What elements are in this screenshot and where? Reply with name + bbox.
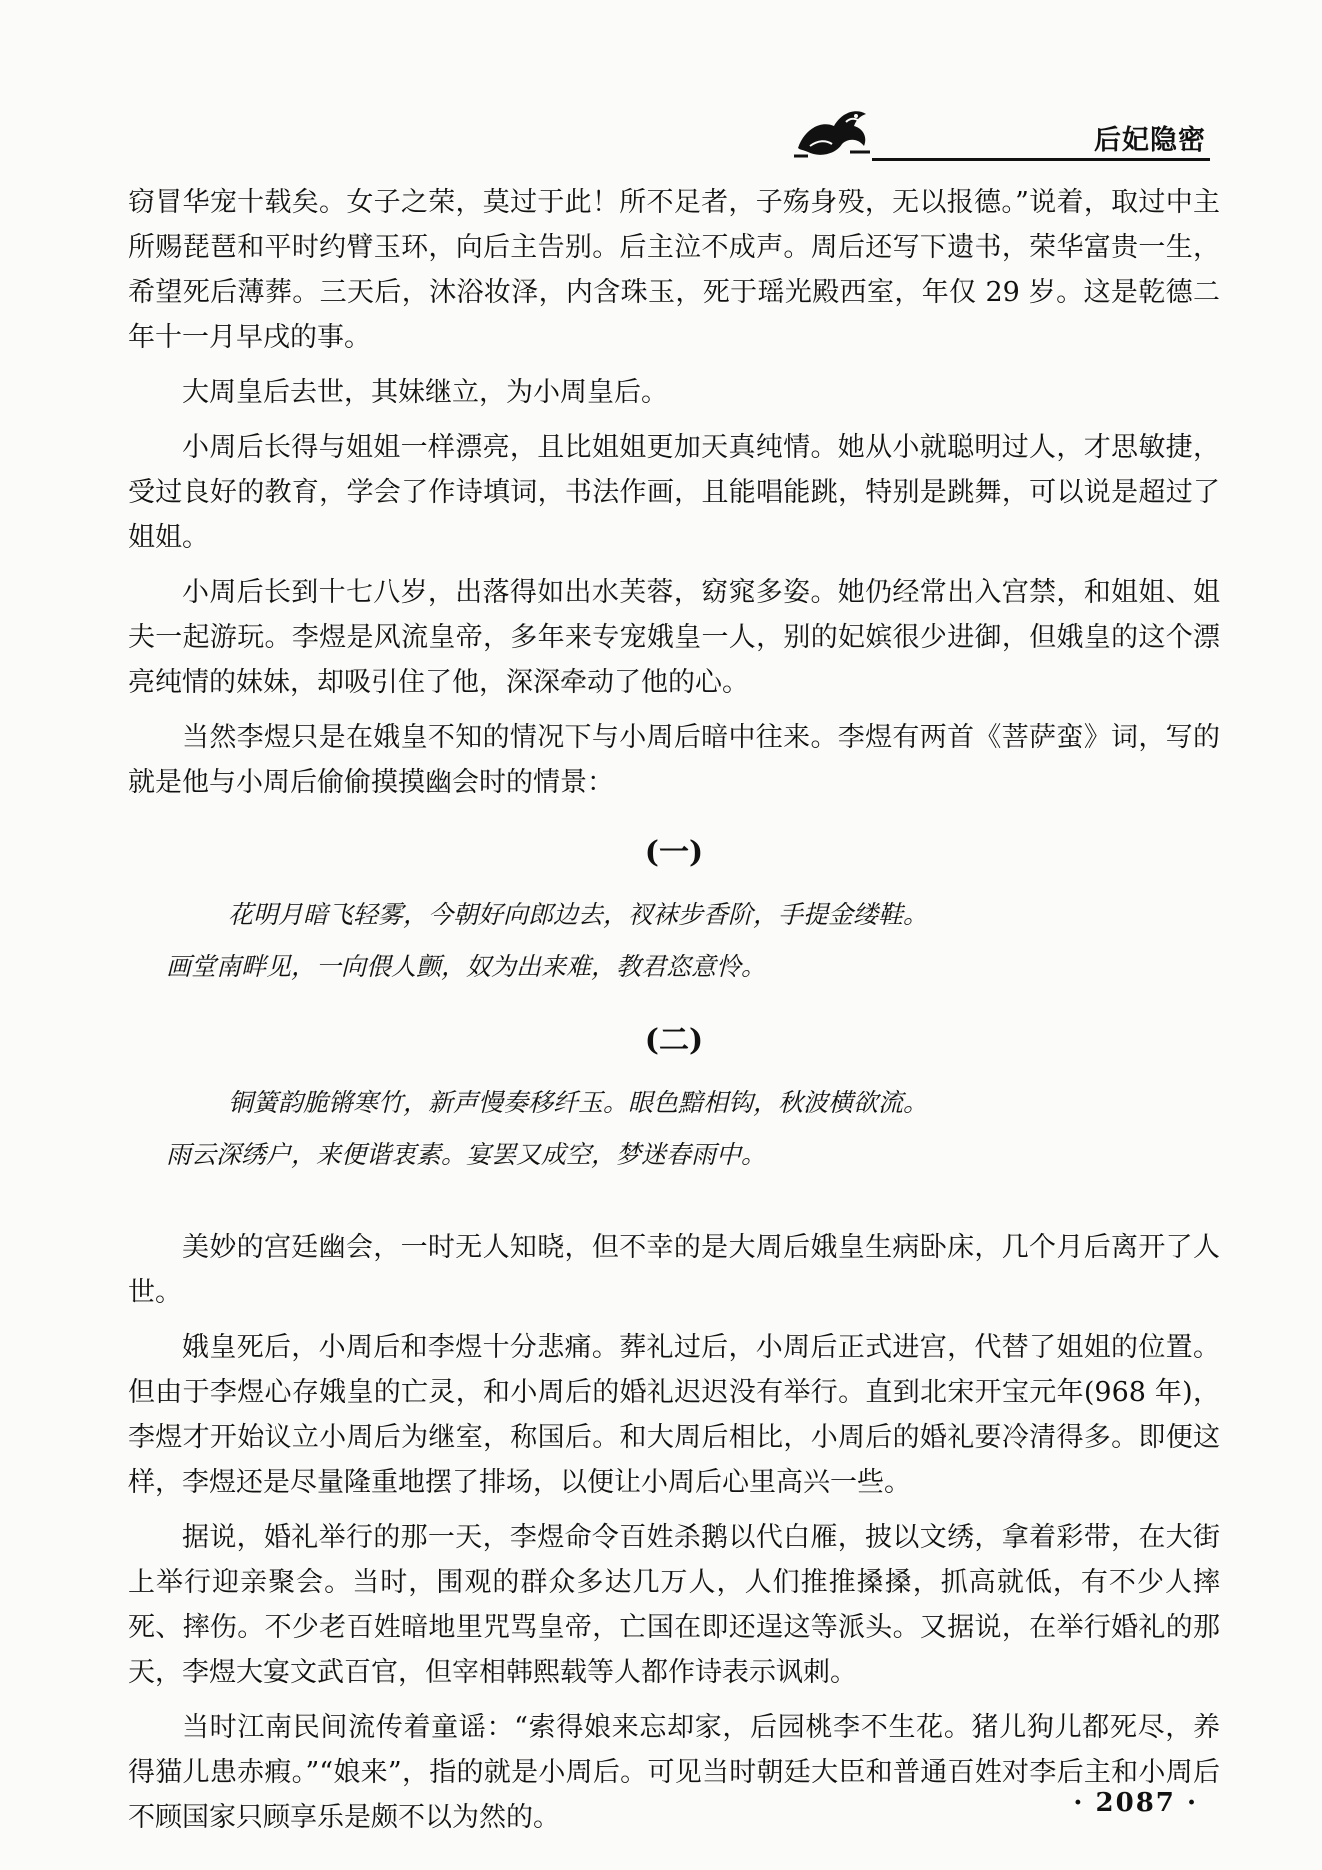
paragraph-2: 大周皇后去世，其妹继立，为小周皇后。 <box>182 377 668 408</box>
paragraph-9: 当时江南民间流传着童谣：“索得娘来忘却家，后园桃李不生花。猪儿狗儿都死尽，养得猫儿患赤瘕。”“娘来”，指的就是小周后。可见当时朝廷大臣和普通百姓对李后主和小周后不顾国家只顾享乐是颇不以为然的。 <box>128 1712 1220 1833</box>
poem-2-line-2: 雨云深绣户，来便谐衷素。宴罢又成空，梦迷春雨中。 <box>166 1140 767 1169</box>
paragraph-4: 小周后长到十七八岁，出落得如出水芙蓉，窈窕多姿。她仍经常出入宫禁，和姐姐、姐夫一起游玩。李煜是风流皇帝，多年来专宠娥皇一人，别的妃嫔很少进御，但娥皇的这个漂亮纯情的妹妹，却吸引住了他，深深牵动了他的心。 <box>128 577 1220 698</box>
poem-1-heading: (一) <box>644 835 704 870</box>
dragon-emblem-icon <box>790 100 874 162</box>
paragraph-3: 小周后长得与姐姐一样漂亮，且比姐姐更加天真纯情。她从小就聪明过人，才思敏捷，受过良好的教育，学会了作诗填词，书法作画，且能唱能跳，特别是跳舞，可以说是超过了姐姐。 <box>128 432 1220 553</box>
poem-2-line-1: 铜簧韵脆锵寒竹，新声慢奏移纤玉。眼色黯相钩，秋波横欲流。 <box>228 1088 929 1117</box>
poem-2-heading: (二) <box>644 1023 704 1058</box>
paragraph-7: 娥皇死后，小周后和李煜十分悲痛。葬礼过后，小周后正式进宫，代替了姐姐的位置。但由于李煜心存娥皇的亡灵，和小周后的婚礼迟迟没有举行。直到北宋开宝元年(968 年)，李煜才开始议立小周后为继室，称国后。和大周后相比，小周后的婚礼要冷清得多。即便这样，李煜还是尽量隆重地摆了排场，以便让小周后心里高兴一些。 <box>128 1332 1220 1498</box>
poem-1-line-1: 花明月暗飞轻雾，今朝好向郎边去，衩袜步香阶，手提金缕鞋。 <box>228 900 929 929</box>
page-number: · 2087 · <box>1073 1788 1198 1818</box>
spacer <box>128 1181 1220 1225</box>
paragraph-1: 窃冒华宠十载矣。女子之荣，莫过于此！所不足者，子殇身殁，无以报德。”说着，取过中主所赐琵琶和平时约臂玉环，向后主告别。后主泣不成声。周后还写下遗书，荣华富贵一生，希望死后薄葬。三天后，沐浴妆泽，内含珠玉，死于瑶光殿西室，年仅 29 岁。这是乾德二年十一月早戌的事。 <box>128 187 1220 353</box>
poem-1-line-2: 画堂南畔见，一向偎人颤，奴为出来难，教君恣意怜。 <box>166 952 767 981</box>
header-title: 后妃隐密 <box>1094 125 1206 156</box>
page-body <box>128 180 1220 1840</box>
paragraph-8: 据说，婚礼举行的那一天，李煜命令百姓杀鹅以代白雁，披以文绣，拿着彩带，在大街上举行迎亲聚会。当时，围观的群众多达几万人，人们推推搡搡，抓高就低，有不少人摔死、摔伤。不少老百姓暗地里咒骂皇帝，亡国在即还逞这等派头。又据说，在举行婚礼的那天，李煜大宴文武百官，但宰相韩熙载等人都作诗表示讽刺。 <box>128 1522 1220 1688</box>
paragraph-6: 美妙的宫廷幽会，一时无人知晓，但不幸的是大周后娥皇生病卧床，几个月后离开了人世。 <box>128 1232 1220 1308</box>
running-header <box>790 100 1210 170</box>
paragraph-5: 当然李煜只是在娥皇不知的情况下与小周后暗中往来。李煜有两首《菩萨蛮》词，写的就是他与小周后偷偷摸摸幽会时的情景： <box>128 722 1220 798</box>
header-rule <box>872 158 1210 161</box>
